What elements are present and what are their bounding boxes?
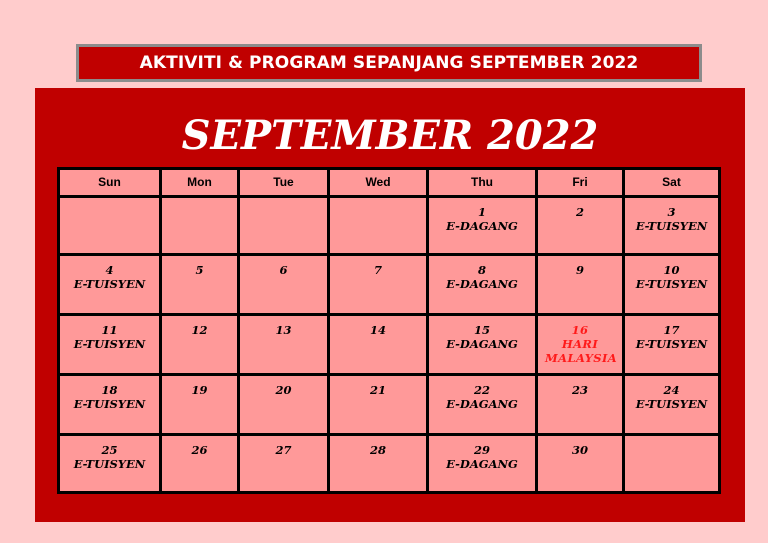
- calendar-day-cell: [428, 255, 537, 315]
- day-number: 1: [477, 205, 486, 219]
- calendar-day-cell: [329, 255, 428, 315]
- calendar-day-cell: [624, 197, 720, 255]
- calendar-day-cell: [239, 375, 329, 435]
- calendar-day-cell: [239, 435, 329, 493]
- day-number: 29: [473, 443, 490, 457]
- calendar-day-cell: [537, 375, 624, 435]
- weekday-header: Sun: [59, 169, 161, 197]
- day-number: 13: [275, 323, 292, 337]
- day-number: 22: [473, 383, 490, 397]
- calendar-day-cell: [624, 255, 720, 315]
- day-number: 8: [477, 263, 486, 277]
- calendar-day-cell: [239, 315, 329, 375]
- day-number: 16: [571, 323, 589, 337]
- calendar-day-cell: [428, 315, 537, 375]
- calendar-week-row: [59, 315, 720, 375]
- calendar-day-cell: [239, 197, 329, 255]
- day-number: 7: [373, 263, 382, 277]
- weekday-header-row: [59, 169, 720, 197]
- calendar-day-cell: [624, 315, 720, 375]
- calendar-week-row: [59, 197, 720, 255]
- calendar-week-row: [59, 255, 720, 315]
- calendar-panel: [35, 88, 745, 522]
- page-banner: [76, 44, 702, 82]
- calendar-day-cell: [161, 315, 239, 375]
- calendar-day-cell: [537, 255, 624, 315]
- day-event-label: E-TUISYEN: [73, 397, 146, 411]
- day-number: 21: [369, 383, 386, 397]
- day-number: 6: [279, 263, 288, 277]
- day-number: 10: [663, 263, 680, 277]
- calendar-day-cell: [239, 255, 329, 315]
- calendar-day-cell: [329, 435, 428, 493]
- calendar-day-cell: [329, 197, 428, 255]
- day-number: 15: [473, 323, 490, 337]
- weekday-header: Fri: [537, 169, 624, 197]
- day-number: 26: [191, 443, 208, 457]
- day-number: 18: [101, 383, 118, 397]
- day-event-label: E-DAGANG: [446, 457, 518, 471]
- calendar-day-cell: [624, 375, 720, 435]
- day-number: 19: [191, 383, 208, 397]
- weekday-header: Mon: [161, 169, 239, 197]
- weekday-header: Sat: [624, 169, 720, 197]
- day-number: 12: [191, 323, 208, 337]
- day-event-label: E-TUISYEN: [73, 277, 146, 291]
- day-event-label: E-DAGANG: [446, 277, 518, 291]
- calendar-day-cell: [161, 435, 239, 493]
- calendar-grid: [57, 167, 721, 494]
- calendar-day-cell: [59, 255, 161, 315]
- calendar-day-cell: [428, 375, 537, 435]
- day-event-label: HARI MALAYSIA: [545, 337, 618, 365]
- calendar-month-title: SEPTEMBER 2022: [181, 112, 599, 159]
- day-event-label: E-TUISYEN: [635, 277, 708, 291]
- calendar-day-cell: [59, 375, 161, 435]
- day-number: 14: [369, 323, 386, 337]
- day-number: 9: [575, 263, 584, 277]
- calendar-day-cell: [161, 197, 239, 255]
- day-number: 24: [663, 383, 680, 397]
- calendar-day-cell: [59, 315, 161, 375]
- calendar-day-cell: [428, 435, 537, 493]
- day-number: 23: [571, 383, 588, 397]
- day-number: 30: [571, 443, 588, 457]
- day-number: 11: [101, 323, 118, 337]
- day-number: 4: [105, 263, 114, 277]
- day-number: 25: [101, 443, 118, 457]
- calendar-day-cell-holiday: [537, 315, 624, 375]
- weekday-header: Tue: [239, 169, 329, 197]
- calendar-day-cell: [624, 435, 720, 493]
- calendar-week-row: [59, 375, 720, 435]
- weekday-header: Wed: [329, 169, 428, 197]
- banner-title: AKTIVITI & PROGRAM SEPANJANG SEPTEMBER 2022: [139, 53, 639, 73]
- day-event-label: E-DAGANG: [446, 219, 518, 233]
- calendar-day-cell: [161, 375, 239, 435]
- calendar-day-cell: [329, 375, 428, 435]
- day-event-label: E-TUISYEN: [635, 337, 708, 351]
- calendar-day-cell: [537, 435, 624, 493]
- weekday-header: Thu: [428, 169, 537, 197]
- day-number: 27: [275, 443, 292, 457]
- day-event-label: E-TUISYEN: [73, 457, 146, 471]
- calendar-day-cell: [329, 315, 428, 375]
- day-number: 3: [667, 205, 676, 219]
- day-event-label: E-TUISYEN: [635, 397, 708, 411]
- day-number: 20: [275, 383, 292, 397]
- day-number: 5: [195, 263, 204, 277]
- calendar-day-cell: [161, 255, 239, 315]
- day-event-label: E-DAGANG: [446, 337, 518, 351]
- calendar-day-cell: [59, 435, 161, 493]
- calendar-day-cell: [537, 197, 624, 255]
- day-number: 2: [575, 205, 584, 219]
- calendar-day-cell: [59, 197, 161, 255]
- day-number: 17: [663, 323, 680, 337]
- day-event-label: E-DAGANG: [446, 397, 518, 411]
- calendar-day-cell: [428, 197, 537, 255]
- calendar-week-row: [59, 435, 720, 493]
- day-number: 28: [369, 443, 386, 457]
- day-event-label: E-TUISYEN: [635, 219, 708, 233]
- day-event-label: E-TUISYEN: [73, 337, 146, 351]
